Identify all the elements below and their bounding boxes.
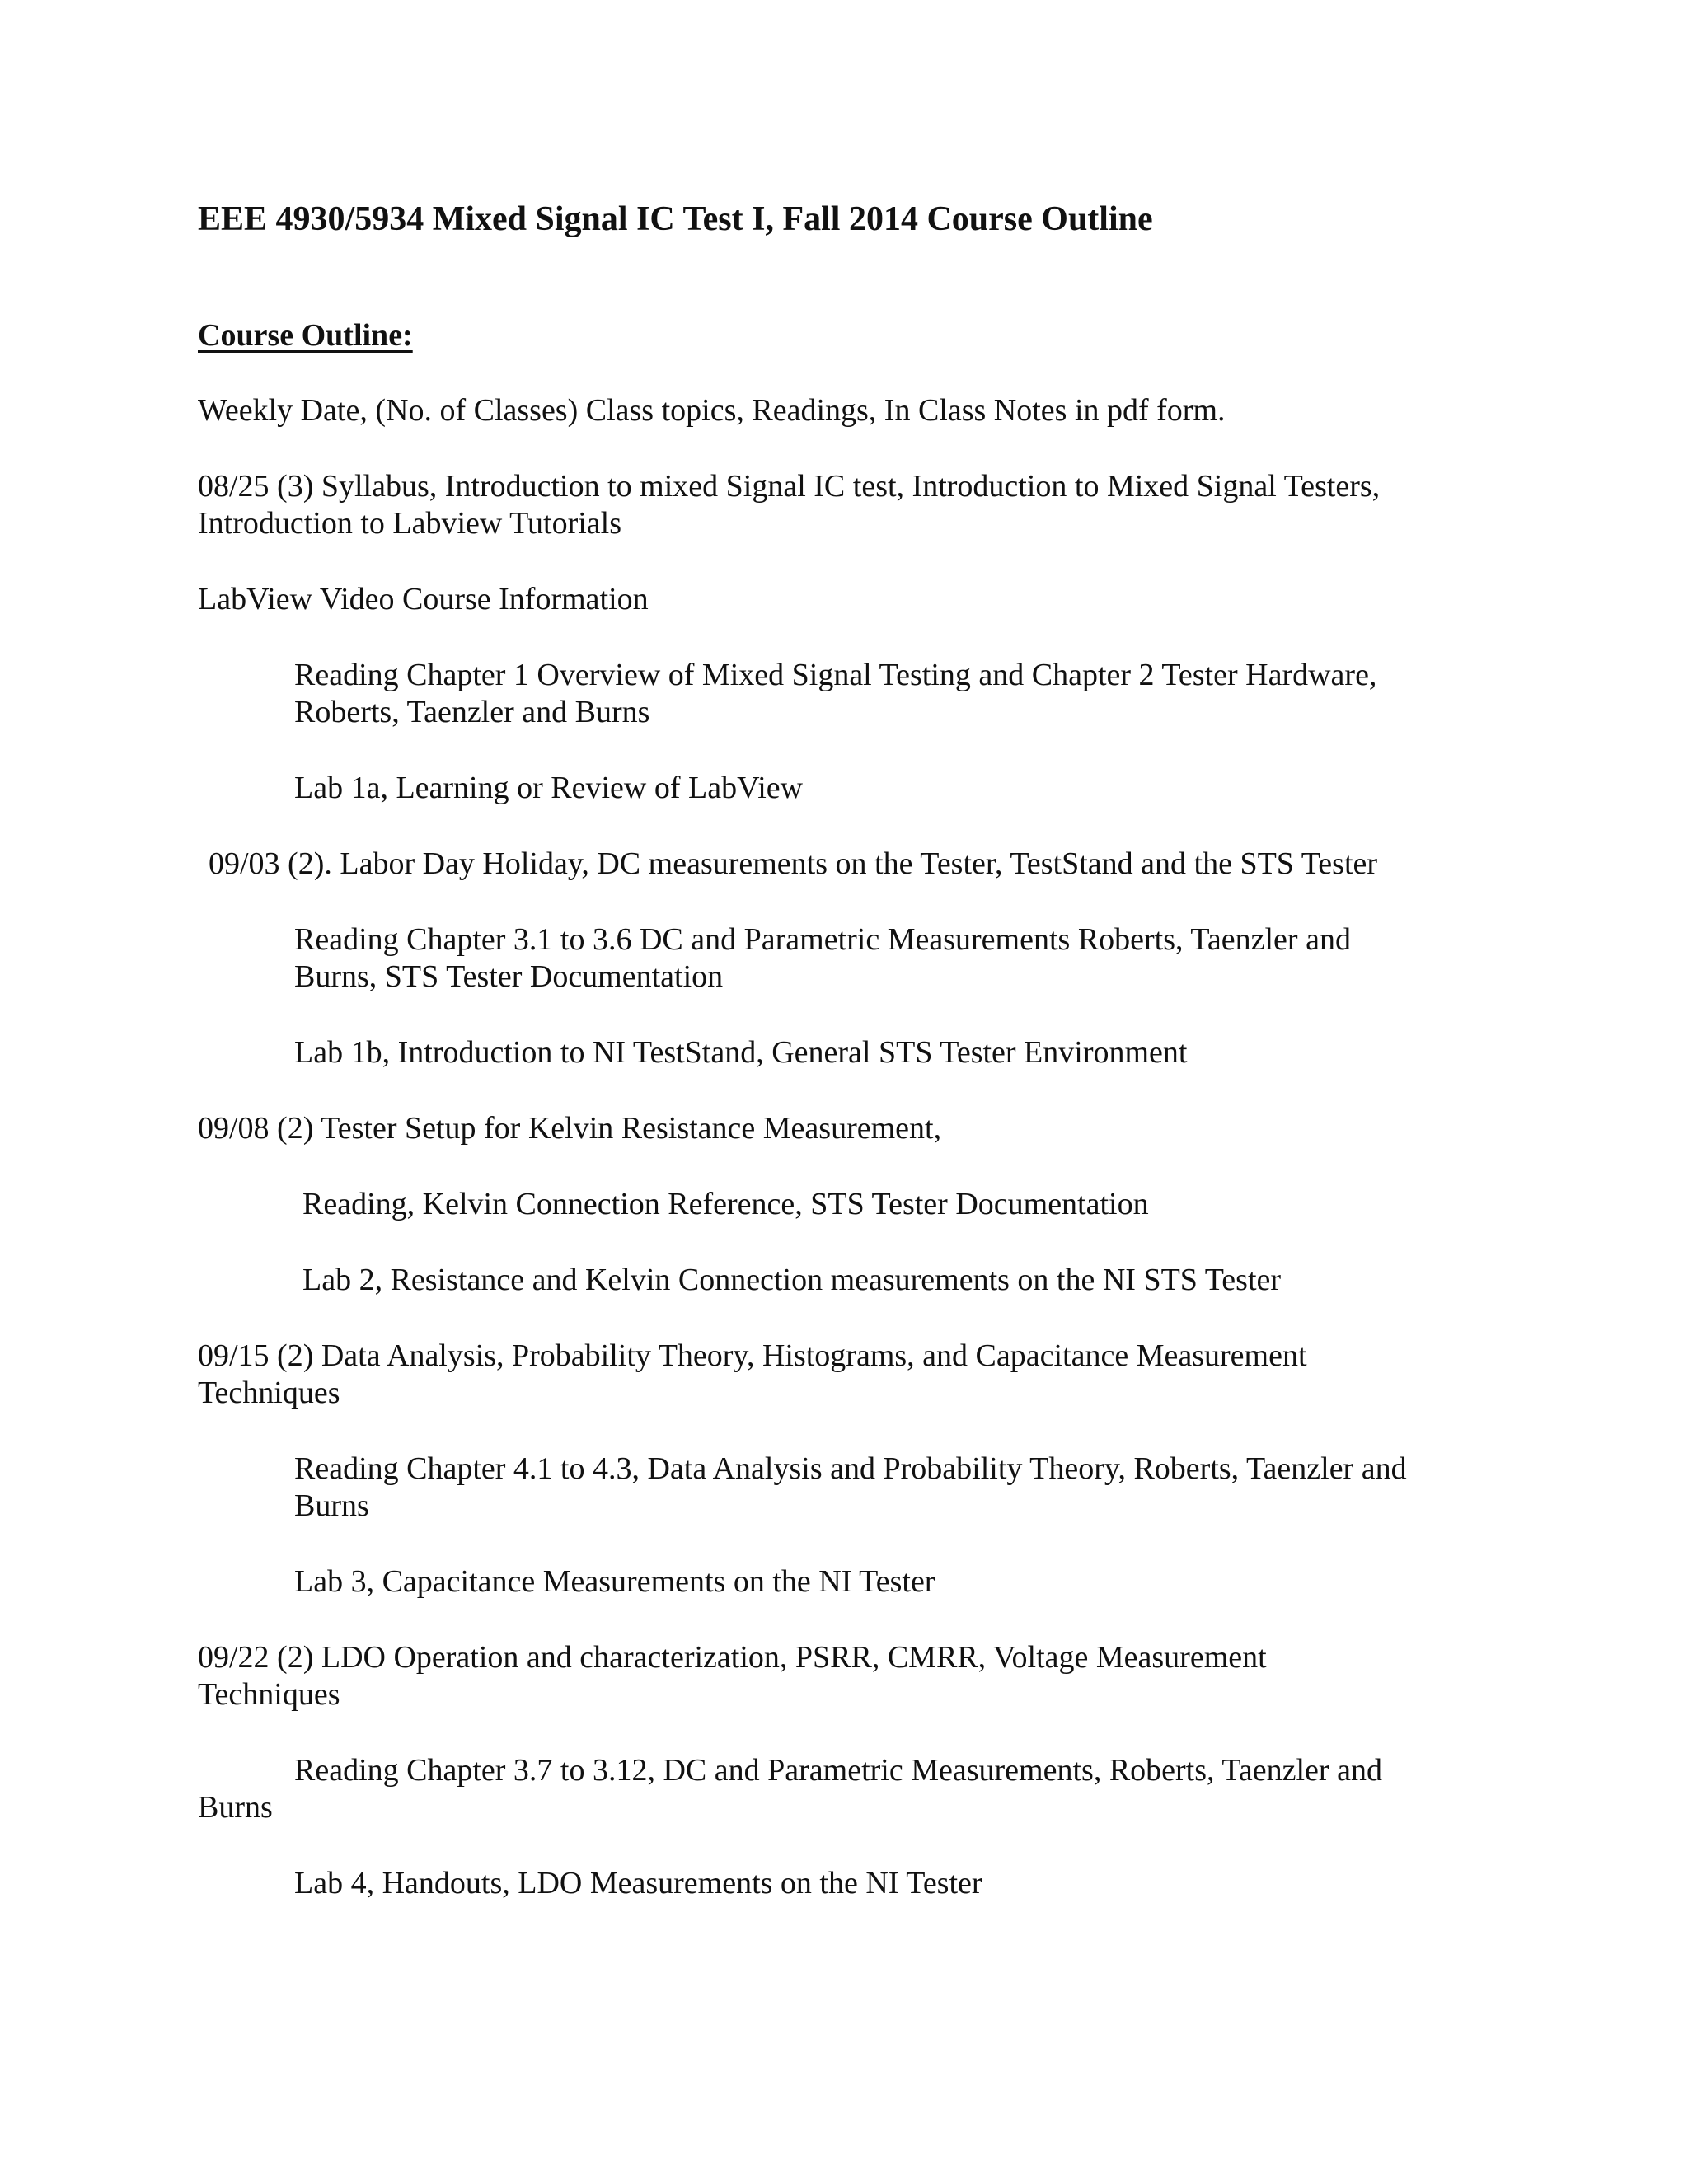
lab-2: Lab 2, Resistance and Kelvin Connection measurements on the NI STS Tester	[302, 1263, 1282, 1297]
week-0825-line-2: Introduction to Labview Tutorials	[198, 506, 622, 541]
lab-3: Lab 3, Capacitance Measurements on the NI Tester	[294, 1564, 935, 1599]
document-title: EEE 4930/5934 Mixed Signal IC Test I, Fall 2014 Course Outline	[198, 200, 1153, 238]
week-0915-line-1: 09/15 (2) Data Analysis, Probability Theory, Histograms, and Capacitance Measurement	[198, 1338, 1307, 1373]
reading-ch3-line-2: Burns, STS Tester Documentation	[294, 959, 724, 994]
outline-legend: Weekly Date, (No. of Classes) Class topics, Readings, In Class Notes in pdf form.	[198, 393, 1226, 428]
reading-ch1-line-1: Reading Chapter 1 Overview of Mixed Signal Testing and Chapter 2 Tester Hardware,	[294, 658, 1377, 692]
week-0915-line-2: Techniques	[198, 1376, 340, 1410]
week-0903: 09/03 (2). Labor Day Holiday, DC measurements on the Tester, TestStand and the STS Tester	[209, 846, 1378, 881]
week-0825-line-1: 08/25 (3) Syllabus, Introduction to mixed Signal IC test, Introduction to Mixed Signal Testers,	[198, 469, 1381, 504]
reading-ch4-line-2: Burns	[294, 1488, 369, 1523]
week-0922-line-1: 09/22 (2) LDO Operation and characterization, PSRR, CMRR, Voltage Measurement	[198, 1640, 1267, 1675]
reading-ch3-7-line-2: Burns	[198, 1790, 273, 1825]
reading-kelvin: Reading, Kelvin Connection Reference, STS Tester Documentation	[302, 1187, 1149, 1221]
reading-ch3-7-line-1: Reading Chapter 3.7 to 3.12, DC and Parametric Measurements, Roberts, Taenzler and	[294, 1753, 1382, 1788]
week-0908: 09/08 (2) Tester Setup for Kelvin Resistance Measurement,	[198, 1111, 942, 1146]
labview-course-info: LabView Video Course Information	[198, 582, 649, 616]
reading-ch1-line-2: Roberts, Taenzler and Burns	[294, 695, 650, 729]
week-0922-line-2: Techniques	[198, 1677, 340, 1712]
lab-1a: Lab 1a, Learning or Review of LabView	[294, 771, 804, 805]
reading-ch4-line-1: Reading Chapter 4.1 to 4.3, Data Analysis and Probability Theory, Roberts, Taenzler and	[294, 1451, 1407, 1486]
lab-1b: Lab 1b, Introduction to NI TestStand, General STS Tester Environment	[294, 1035, 1188, 1070]
reading-ch3-line-1: Reading Chapter 3.1 to 3.6 DC and Parametric Measurements Roberts, Taenzler and	[294, 922, 1351, 957]
lab-4: Lab 4, Handouts, LDO Measurements on the NI Tester	[294, 1866, 982, 1900]
section-heading: Course Outline:	[198, 318, 413, 353]
